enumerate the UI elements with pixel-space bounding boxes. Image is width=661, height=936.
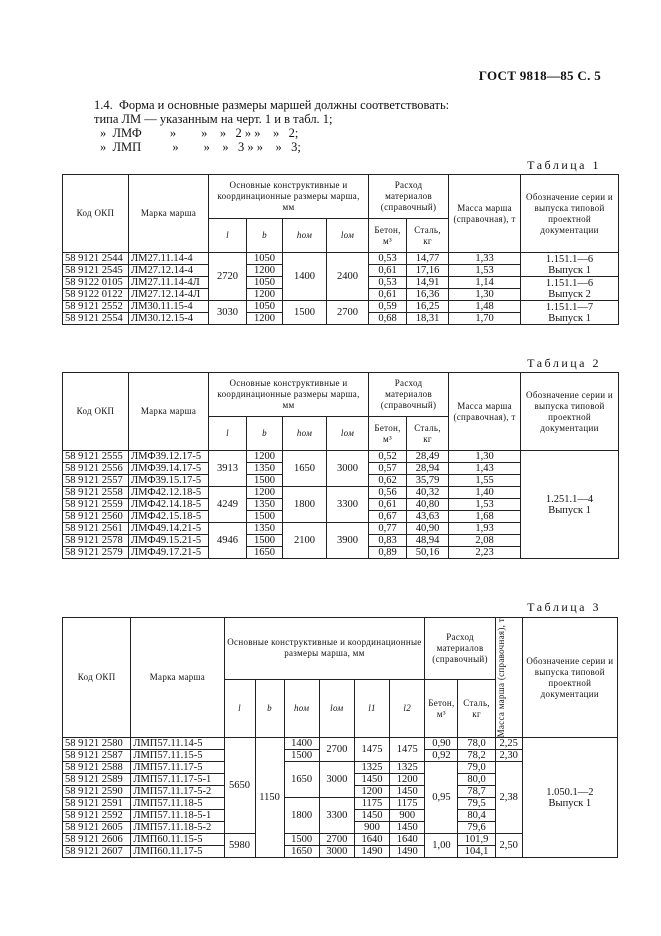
dim-l2: 1450	[390, 822, 425, 834]
stal: 104,1	[458, 846, 495, 858]
series	[521, 253, 619, 277]
series-code: 1.151.1—6	[545, 277, 594, 289]
col-rashod: Расход материалов (справочный)	[369, 175, 449, 219]
col-massa: Масса марша (справочная), т	[495, 618, 506, 738]
beton: 0,83	[369, 535, 407, 547]
dim-hom: 1400	[284, 738, 319, 750]
okp-code: 58 9121 2578	[63, 535, 129, 547]
dim-l: 4249	[209, 487, 247, 523]
okp-code: 58 9121 2580	[63, 738, 131, 750]
stal: 17,16	[407, 265, 449, 277]
stal: 14,77	[407, 253, 449, 265]
mark: ЛМ30.11.15-4	[129, 301, 209, 313]
col-lom: lом	[340, 428, 355, 438]
beton: 0,89	[369, 547, 407, 559]
col-okp: Код ОКП	[63, 175, 129, 253]
dim-hom: 1800	[284, 798, 319, 834]
mass: 1,93	[449, 523, 521, 535]
dim-hom: 1650	[283, 451, 327, 487]
mark: ЛМ27.11.14-4Л	[129, 277, 209, 289]
col-oboz: Обозначение серии и выпуска типовой проектной документации	[522, 618, 617, 738]
dim-b: 1200	[247, 289, 283, 301]
okp-code: 58 9121 2591	[63, 798, 131, 810]
table-row	[63, 451, 619, 463]
beton: 0,53	[369, 253, 407, 265]
dim-l1: 1450	[354, 774, 389, 786]
dim-l: 4946	[209, 523, 247, 559]
col-okp: Код ОКП	[63, 373, 129, 451]
stal: 43,63	[407, 511, 449, 523]
intro-line: » ЛМП » » » 3 » » » 3;	[100, 140, 301, 154]
dim-l: 5650	[224, 738, 255, 834]
col-stal: Сталь, кг	[407, 417, 449, 451]
okp-code: 58 9121 2605	[63, 822, 131, 834]
stal: 79,0	[458, 762, 495, 774]
beton: 0,90	[425, 738, 458, 750]
mark: ЛМФ42.14.18-5	[129, 499, 209, 511]
beton: 0,57	[369, 463, 407, 475]
dim-hom: 1500	[284, 750, 319, 762]
table3	[62, 617, 618, 858]
dim-lom: 2700	[327, 301, 369, 325]
col-lom: lом	[330, 703, 344, 714]
stal: 78,7	[458, 786, 495, 798]
mass: 2,25	[495, 738, 522, 750]
dim-hom: 1400	[283, 253, 327, 301]
okp-code: 58 9121 2558	[63, 487, 129, 499]
dim-l2: 1490	[390, 846, 425, 858]
series	[521, 301, 619, 325]
beton: 0,61	[369, 265, 407, 277]
stal: 14,91	[407, 277, 449, 289]
dim-b: 1500	[247, 511, 283, 523]
stal: 79,5	[458, 798, 495, 810]
stal: 35,79	[407, 475, 449, 487]
okp-code: 58 9121 2555	[63, 451, 129, 463]
okp-code: 58 9121 2588	[63, 762, 131, 774]
beton: 0,95	[425, 762, 458, 834]
stal: 50,16	[407, 547, 449, 559]
col-beton: Бетон, м³	[369, 219, 407, 253]
mark: ЛМП57.11.18-5	[131, 798, 224, 810]
table3-caption: Таблица 3	[527, 600, 601, 614]
mark: ЛМП57.11.15-5	[131, 750, 224, 762]
col-oboz: Обозначение серии и выпуска типовой проектной документации	[521, 175, 619, 253]
col-dims: Основные конструктивные и координационные размеры марша, мм	[209, 175, 369, 219]
dim-l1: 1475	[354, 738, 389, 762]
mark: ЛМП57.11.18-5-2	[131, 822, 224, 834]
dim-b: 1350	[247, 463, 283, 475]
beton: 0,77	[369, 523, 407, 535]
dim-l1: 1325	[354, 762, 389, 774]
mark: ЛМП57.11.17-5-2	[131, 786, 224, 798]
dim-hom: 1500	[283, 301, 327, 325]
mark: ЛМП57.11.14-5	[131, 738, 224, 750]
intro-line: 1.4. Форма и основные размеры маршей должны соответствовать:	[94, 98, 450, 112]
col-massa: Масса марша (справочная), т	[449, 373, 521, 451]
dim-lom: 2700	[319, 738, 354, 762]
col-rashod: Расход материалов (справочный)	[425, 618, 495, 680]
mark: ЛМ27.12.14-4	[129, 265, 209, 277]
okp-code: 58 9121 2557	[63, 475, 129, 487]
stal: 78,2	[458, 750, 495, 762]
col-l1: l1	[368, 703, 376, 714]
dim-hom: 1800	[283, 487, 327, 523]
dim-hom: 1650	[284, 762, 319, 798]
table1-caption: Таблица 1	[527, 158, 601, 172]
dim-l: 3030	[209, 301, 247, 325]
dim-l2: 1325	[390, 762, 425, 774]
stal: 101,9	[458, 834, 495, 846]
series-issue: Выпуск 1	[548, 504, 591, 516]
mass: 1,14	[449, 277, 521, 289]
col-l2: l2	[403, 703, 412, 714]
page-header: ГОСТ 9818—85 С. 5	[478, 68, 601, 83]
series	[522, 738, 617, 858]
dim-b: 1150	[255, 738, 284, 858]
mark: ЛМП57.11.17-5-1	[131, 774, 224, 786]
stal: 79,6	[458, 822, 495, 834]
mark: ЛМП60.11.15-5	[131, 834, 224, 846]
beton: 0,52	[369, 451, 407, 463]
dim-b: 1350	[247, 523, 283, 535]
mass: 1,53	[449, 265, 521, 277]
col-b: b	[262, 230, 267, 240]
col-beton: Бетон, м³	[369, 417, 407, 451]
series-code: 1.151.1—6	[545, 253, 594, 265]
mark: ЛМФ42.12.18-5	[129, 487, 209, 499]
mass: 1,68	[449, 511, 521, 523]
table2	[62, 372, 619, 559]
dim-l2: 1475	[390, 738, 425, 762]
mark: ЛМФ39.14.17-5	[129, 463, 209, 475]
dim-l1: 900	[354, 822, 389, 834]
col-l: l	[238, 703, 241, 714]
dim-lom: 2700	[319, 834, 354, 846]
okp-code: 58 9121 2606	[63, 834, 131, 846]
mass: 2,38	[495, 762, 522, 834]
beton: 0,53	[369, 277, 407, 289]
col-b: b	[262, 428, 267, 438]
mass: 1,40	[449, 487, 521, 499]
dim-lom: 2400	[327, 253, 369, 301]
dim-l2: 1200	[390, 774, 425, 786]
intro-line: типа ЛМ — указанным на черт. 1 и в табл. 1;	[94, 112, 333, 126]
table1	[62, 174, 619, 325]
col-mark: Марка марша	[129, 373, 209, 451]
okp-code: 58 9121 2590	[63, 786, 131, 798]
dim-l1: 1450	[354, 810, 389, 822]
dim-b: 1200	[247, 265, 283, 277]
dim-b: 1200	[247, 451, 283, 463]
okp-code: 58 9121 2545	[63, 265, 129, 277]
col-b: b	[267, 703, 272, 714]
col-mark: Марка марша	[129, 175, 209, 253]
okp-code: 58 9121 2607	[63, 846, 131, 858]
mark: ЛМП60.11.17-5	[131, 846, 224, 858]
mark: ЛМФ49.15.21-5	[129, 535, 209, 547]
stal: 80,0	[458, 774, 495, 786]
table-row	[63, 253, 619, 265]
dim-l2: 1640	[390, 834, 425, 846]
col-hom: hом	[296, 428, 313, 438]
mark: ЛМ27.11.14-4	[129, 253, 209, 265]
mass: 1,43	[449, 463, 521, 475]
dim-lom: 3300	[327, 487, 369, 523]
okp-code: 58 9121 2556	[63, 463, 129, 475]
intro-text	[94, 98, 449, 154]
col-stal: Сталь, кг	[458, 679, 495, 738]
dim-l1: 1175	[354, 798, 389, 810]
series-code: 1.251.1—4	[545, 493, 594, 505]
stal: 16,25	[407, 301, 449, 313]
mass: 1,33	[449, 253, 521, 265]
series	[521, 277, 619, 301]
okp-code: 58 9121 2560	[63, 511, 129, 523]
mass: 2,23	[449, 547, 521, 559]
okp-code: 58 9121 2559	[63, 499, 129, 511]
stal: 28,94	[407, 463, 449, 475]
dim-lom: 3000	[327, 451, 369, 487]
okp-code: 58 9121 2554	[63, 313, 129, 325]
dim-b: 1500	[247, 475, 283, 487]
dim-b: 1050	[247, 253, 283, 265]
mass: 2,30	[495, 750, 522, 762]
mass: 1,53	[449, 499, 521, 511]
dim-lom: 3000	[319, 846, 354, 858]
dim-l: 2720	[209, 253, 247, 301]
beton: 0,67	[369, 511, 407, 523]
okp-code: 58 9121 2552	[63, 301, 129, 313]
dim-l1: 1490	[354, 846, 389, 858]
dim-b: 1500	[247, 535, 283, 547]
dim-l1: 1200	[354, 786, 389, 798]
stal: 18,31	[407, 313, 449, 325]
series-issue: Выпуск 2	[548, 288, 591, 300]
stal: 48,94	[407, 535, 449, 547]
beton: 0,92	[425, 750, 458, 762]
mass: 2,50	[495, 834, 522, 858]
beton: 0,59	[369, 301, 407, 313]
dim-b: 1050	[247, 277, 283, 289]
col-hom: hом	[296, 230, 313, 240]
okp-code: 58 9121 2589	[63, 774, 131, 786]
dim-lom: 3900	[327, 523, 369, 559]
beton: 1,00	[425, 834, 458, 858]
col-dims: Основные конструктивные и координационные размеры марша, мм	[224, 618, 425, 680]
series-code: 1.050.1—2	[546, 786, 594, 798]
dim-l: 3913	[209, 451, 247, 487]
mass: 2,08	[449, 535, 521, 547]
mass: 1,30	[449, 289, 521, 301]
dim-b: 1350	[247, 499, 283, 511]
mark: ЛМФ39.15.17-5	[129, 475, 209, 487]
mark: ЛМ30.12.15-4	[129, 313, 209, 325]
series	[521, 451, 619, 559]
mark: ЛМФ49.14.21-5	[129, 523, 209, 535]
col-hom: hом	[293, 703, 310, 714]
stal: 28,49	[407, 451, 449, 463]
col-beton: Бетон, м³	[425, 679, 458, 738]
mark: ЛМФ39.12.17-5	[129, 451, 209, 463]
col-oboz: Обозначение серии и выпуска типовой проектной документации	[521, 373, 619, 451]
mass: 1,30	[449, 451, 521, 463]
beton: 0,61	[369, 289, 407, 301]
beton: 0,62	[369, 475, 407, 487]
dim-hom: 1500	[284, 834, 319, 846]
mass: 1,70	[449, 313, 521, 325]
dim-l1: 1640	[354, 834, 389, 846]
mass: 1,55	[449, 475, 521, 487]
mark: ЛМП57.11.17-5	[131, 762, 224, 774]
okp-code: 58 9122 0105	[63, 277, 129, 289]
col-massa: Масса марша (справочная), т	[449, 175, 521, 253]
dim-b: 1200	[247, 487, 283, 499]
dim-hom: 1650	[284, 846, 319, 858]
stal: 40,90	[407, 523, 449, 535]
stal: 40,32	[407, 487, 449, 499]
series-code: 1.151.1—7	[545, 301, 594, 313]
dim-lom: 3300	[319, 798, 354, 834]
okp-code: 58 9122 0122	[63, 289, 129, 301]
col-stal: Сталь, кг	[407, 219, 449, 253]
table-row	[63, 738, 618, 750]
dim-l2: 1175	[390, 798, 425, 810]
col-l: l	[226, 230, 229, 240]
okp-code: 58 9121 2592	[63, 810, 131, 822]
intro-line: » ЛМФ » » » 2 » » » 2;	[100, 126, 299, 140]
beton: 0,61	[369, 499, 407, 511]
dim-l: 5980	[224, 834, 255, 858]
stal: 78,0	[458, 738, 495, 750]
mark: ЛМФ49.17.21-5	[129, 547, 209, 559]
table2-caption: Таблица 2	[527, 356, 601, 370]
dim-l2: 900	[390, 810, 425, 822]
stal: 16,36	[407, 289, 449, 301]
okp-code: 58 9121 2544	[63, 253, 129, 265]
dim-b: 1200	[247, 313, 283, 325]
col-l: l	[226, 428, 229, 438]
table-row	[63, 301, 619, 313]
dim-l2: 1450	[390, 786, 425, 798]
okp-code: 58 9121 2587	[63, 750, 131, 762]
beton: 0,56	[369, 487, 407, 499]
col-okp: Код ОКП	[63, 618, 131, 738]
series-issue: Выпуск 1	[548, 312, 591, 324]
beton: 0,68	[369, 313, 407, 325]
col-lom: lом	[340, 230, 355, 240]
dim-b: 1650	[247, 547, 283, 559]
dim-hom: 2100	[283, 523, 327, 559]
col-dims: Основные конструктивные и координационные размеры марша, мм	[209, 373, 369, 417]
series-issue: Выпуск 1	[548, 797, 592, 809]
col-mark: Марка марша	[131, 618, 224, 738]
dim-b: 1050	[247, 301, 283, 313]
dim-lom: 3000	[319, 762, 354, 798]
mark: ЛМФ42.15.18-5	[129, 511, 209, 523]
okp-code: 58 9121 2579	[63, 547, 129, 559]
mark: ЛМ27.12.14-4Л	[129, 289, 209, 301]
series-issue: Выпуск 1	[548, 264, 591, 276]
col-rashod: Расход материалов (справочный)	[369, 373, 449, 417]
mark: ЛМП57.11.18-5-1	[131, 810, 224, 822]
mass: 1,48	[449, 301, 521, 313]
stal: 80,4	[458, 810, 495, 822]
stal: 40,80	[407, 499, 449, 511]
okp-code: 58 9121 2561	[63, 523, 129, 535]
